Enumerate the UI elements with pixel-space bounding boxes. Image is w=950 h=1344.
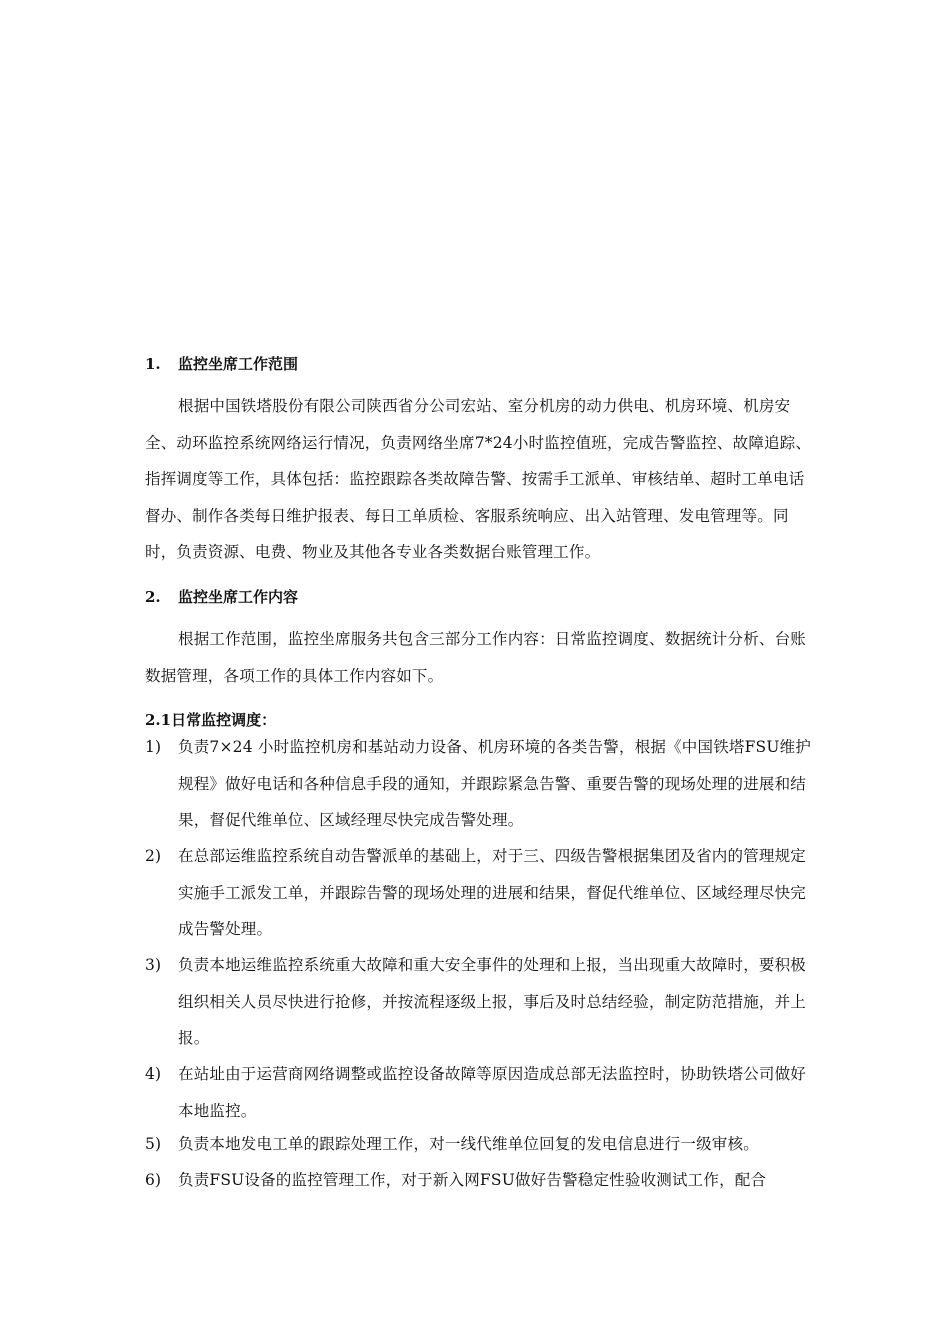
list-item bbox=[145, 1162, 815, 1199]
list-item-marker: 5) bbox=[145, 1135, 162, 1153]
list-item bbox=[145, 947, 815, 1057]
section-1-title: 监控坐席工作范围 bbox=[178, 355, 299, 373]
section-2-title: 监控坐席工作内容 bbox=[178, 588, 299, 606]
list-item-marker: 4) bbox=[145, 1065, 162, 1083]
list-item bbox=[145, 729, 815, 839]
list-item-text: 负责7×24 小时监控机房和基站动力设备、机房环境的各类告警，根据《中国铁塔FSU维护规程》做好电话和各种信息手段的通知，并跟踪紧急告警、重要告警的现场处理的进展和结果，督促代维单位、区域经理尽快完成告警处理。 bbox=[178, 738, 812, 829]
list-item-marker: 1) bbox=[145, 738, 162, 756]
list-item-marker: 3) bbox=[145, 956, 162, 974]
section-1-number: 1. bbox=[145, 355, 161, 373]
list-item-text: 负责本地发电工单的跟踪处理工作，对一线代维单位回复的发电信息进行一级审核。 bbox=[178, 1135, 759, 1153]
subsection-2-1-title: 2.1日常监控调度： bbox=[145, 711, 277, 729]
list-item-text: 在站址由于运营商网络调整或监控设备故障等原因造成总部无法监控时，协助铁塔公司做好本地监控。 bbox=[178, 1065, 807, 1120]
section-1-paragraph: 根据中国铁塔股份有限公司陕西省分公司宏站、室分机房的动力供电、机房环境、机房安全、动环监控系统网络运行情况，负责网络坐席7*24小时监控值班，完成告警监控、故障追踪、指挥调度等工作，具体包括：监控跟踪各类故障告警、按需手工派单、审核结单、超时工单电话督办、制作各类每日维护报表、每日工单质检、客服系统响应、出入站管理、发电管理等。同时，负责资源、电费、物业及其他各专业各类数据台账管理工作。 bbox=[145, 397, 812, 561]
list-item-text: 负责FSU设备的监控管理工作，对于新入网FSU做好告警稳定性验收测试工作，配合 bbox=[178, 1171, 767, 1189]
section-1-heading bbox=[145, 353, 298, 375]
list-item-text: 在总部运维监控系统自动告警派单的基础上，对于三、四级告警根据集团及省内的管理规定实施手工派发工单，并跟踪告警的现场处理的进展和结果，督促代维单位、区域经理尽快完成告警处理。 bbox=[178, 847, 807, 938]
list-item-text: 负责本地运维监控系统重大故障和重大安全事件的处理和上报，当出现重大故障时，要积极组织相关人员尽快进行抢修，并按流程逐级上报，事后及时总结经验，制定防范措施，并上报。 bbox=[178, 956, 807, 1047]
list-item-marker: 6) bbox=[145, 1171, 162, 1189]
list-item-marker: 2) bbox=[145, 847, 162, 865]
section-2-number: 2. bbox=[145, 588, 161, 606]
list-item bbox=[145, 1056, 815, 1129]
section-2-paragraph: 根据工作范围，监控坐席服务共包含三部分工作内容：日常监控调度、数据统计分析、台账数据管理，各项工作的具体工作内容如下。 bbox=[145, 630, 807, 685]
list-item bbox=[145, 838, 815, 948]
section-2-heading bbox=[145, 586, 298, 608]
list-item bbox=[145, 1126, 815, 1163]
